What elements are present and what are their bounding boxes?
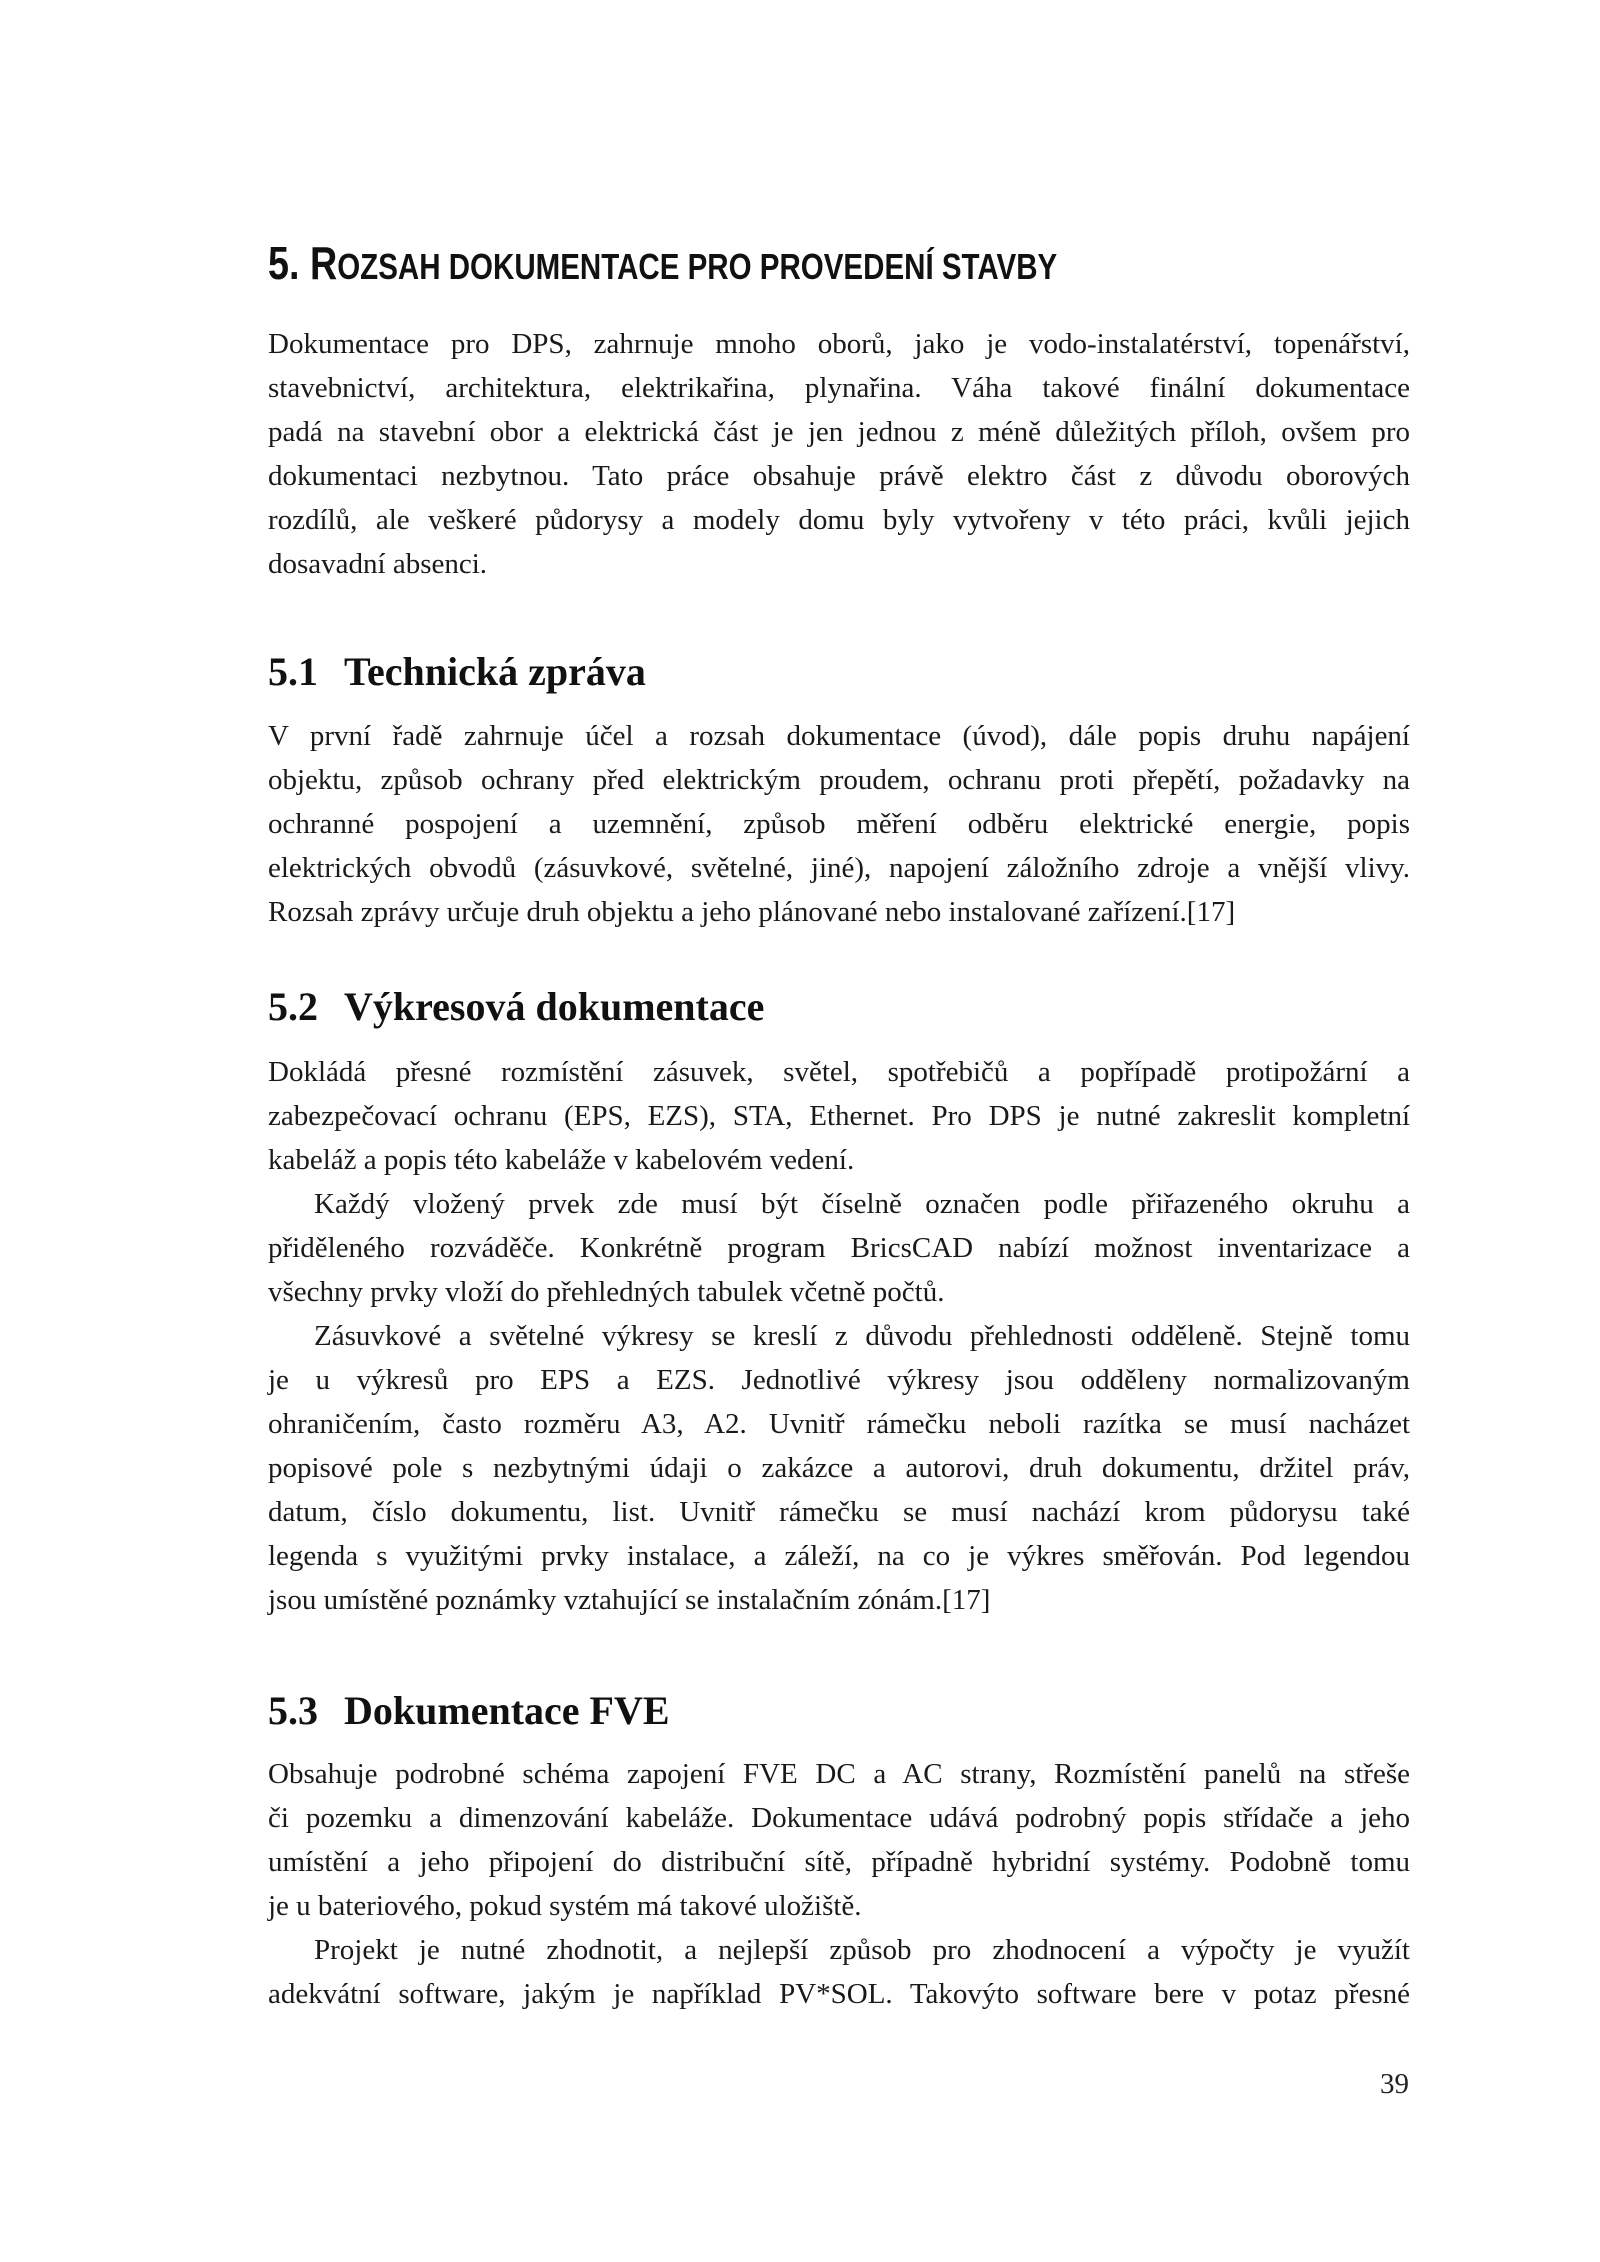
section-title: Výkresová dokumentace [344, 984, 765, 1029]
text-line: je u bateriového, pokud systém má takové uložiště. [268, 1890, 862, 1922]
section-heading-5-3 [268, 1687, 670, 1734]
section-5-2-paragraph-3 [268, 1314, 1410, 1622]
text-line: adekvátní software, jakým je například PV*SOL. Takovýto software bere v potaz přesné [268, 1978, 1410, 2010]
text-line: Dokládá přesné rozmístění zásuvek, světel, spotřebičů a popřípadě protipožární a [268, 1056, 1410, 1088]
text-line: umístění a jeho připojení do distribuční sítě, případně hybridní systémy. Podobně tomu [268, 1846, 1410, 1878]
text-line: legenda s využitými prvky instalace, a záleží, na co je výkres směřován. Pod legendou [268, 1540, 1410, 1572]
page-number: 39 [1380, 2068, 1409, 2100]
text-line: přiděleného rozváděče. Konkrétně program BricsCAD nabízí možnost inventarizace a [268, 1232, 1410, 1264]
text-line: kabeláž a popis této kabeláže v kabelovém vedení. [268, 1144, 855, 1176]
text-line: stavebnictví, architektura, elektrikařina, plynařina. Váha takové finální dokumentace [268, 372, 1410, 404]
text-line: Obsahuje podrobné schéma zapojení FVE DC a AC strany, Rozmístění panelů na střeše [268, 1758, 1410, 1790]
section-heading-5-1 [268, 648, 646, 695]
section-number: 5.1 [268, 649, 318, 694]
chapter-title-rest: OZSAH DOKUMENTACE PRO PROVEDENÍ STAVBY [337, 246, 1058, 287]
text-line: dosavadní absenci. [268, 548, 488, 580]
text-line: datum, číslo dokumentu, list. Uvnitř rámečku se musí nachází krom půdorysu také [268, 1496, 1410, 1528]
chapter-number: 5. [268, 237, 300, 289]
section-5-3-paragraph-1 [268, 1752, 1410, 1928]
text-line: Dokumentace pro DPS, zahrnuje mnoho oborů, jako je vodo-instalatérství, topenářství, [268, 328, 1410, 360]
text-line: či pozemku a dimenzování kabeláže. Dokumentace udává podrobný popis střídače a jeho [268, 1802, 1410, 1834]
section-number: 5.3 [268, 1688, 318, 1733]
chapter-title [268, 236, 1057, 290]
text-line: elektrických obvodů (zásuvkové, světelné, jiné), napojení záložního zdroje a vnější vlivy. [268, 852, 1410, 884]
text-line: jsou umístěné poznámky vztahující se instalačním zónám.[17] [268, 1584, 991, 1616]
text-line: ohraničením, často rozměru A3, A2. Uvnitř rámečku neboli razítka se musí nacházet [268, 1408, 1410, 1440]
section-5-1-paragraph [268, 714, 1410, 934]
text-line: je u výkresů pro EPS a EZS. Jednotlivé výkresy jsou odděleny normalizovaným [268, 1364, 1410, 1396]
chapter-title-initial: R [309, 237, 338, 289]
text-line: Projekt je nutné zhodnotit, a nejlepší způsob pro zhodnocení a výpočty je využít [314, 1934, 1410, 1966]
text-line: Zásuvkové a světelné výkresy se kreslí z důvodu přehlednosti odděleně. Stejně tomu [314, 1320, 1410, 1352]
text-line: V první řadě zahrnuje účel a rozsah dokumentace (úvod), dále popis druhu napájení [268, 720, 1410, 752]
section-number: 5.2 [268, 984, 318, 1029]
text-line: ochranné pospojení a uzemnění, způsob měření odběru elektrické energie, popis [268, 808, 1410, 840]
text-line: objektu, způsob ochrany před elektrickým proudem, ochranu proti přepětí, požadavky na [268, 764, 1410, 796]
text-line: Každý vložený prvek zde musí být číselně označen podle přiřazeného okruhu a [314, 1188, 1410, 1220]
text-line: Rozsah zprávy určuje druh objektu a jeho plánované nebo instalované zařízení.[17] [268, 896, 1236, 928]
section-5-2-paragraph-1 [268, 1050, 1410, 1182]
section-5-3-paragraph-2 [268, 1928, 1410, 2016]
section-title: Technická zpráva [344, 649, 646, 694]
text-line: zabezpečovací ochranu (EPS, EZS), STA, Ethernet. Pro DPS je nutné zakreslit kompletní [268, 1100, 1410, 1132]
text-line: popisové pole s nezbytnými údaji o zakázce a autorovi, druh dokumentu, držitel práv, [268, 1452, 1410, 1484]
section-5-2-paragraph-2 [268, 1182, 1410, 1314]
text-line: padá na stavební obor a elektrická část je jen jednou z méně důležitých příloh, ovšem pro [268, 416, 1410, 448]
text-line: všechny prvky vloží do přehledných tabulek včetně počtů. [268, 1276, 945, 1308]
text-line: rozdílů, ale veškeré půdorysy a modely domu byly vytvořeny v této práci, kvůli jejich [268, 504, 1410, 536]
text-line: dokumentaci nezbytnou. Tato práce obsahuje právě elektro část z důvodu oborových [268, 460, 1410, 492]
section-title: Dokumentace FVE [344, 1688, 670, 1733]
intro-paragraph [268, 322, 1410, 586]
section-heading-5-2 [268, 983, 764, 1030]
